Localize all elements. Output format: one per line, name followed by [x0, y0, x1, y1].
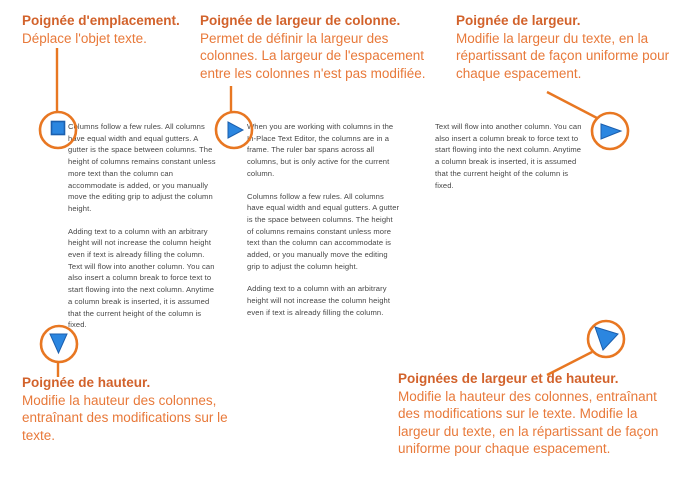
callout-width-title: Poignée de largeur. — [456, 13, 581, 28]
move-grip-icon[interactable] — [52, 122, 65, 135]
column-width-grip-icon[interactable] — [228, 122, 243, 138]
callout-height-title: Poignée de hauteur. — [22, 375, 151, 390]
callout-placement-body: Déplace l'objet texte. — [22, 30, 147, 46]
text-column-3-paragraph: Text will flow into another column. You can also insert a column break to force text to start flowing into the next column. Anytime a column break is inserted, it is assumed that the current height of the column is fixed. — [435, 122, 582, 190]
text-column-2-paragraph: Adding text to a column with an arbitrary height will not increase the column height even if text is already filling the column. — [247, 284, 391, 317]
callout-width-body: Modifie la largeur du texte, en la répartissant de façon uniforme pour chaque espacement. — [456, 30, 670, 81]
text-column-1-paragraph: Adding text to a column with an arbitrary height will not increase the column height even if text is already filling the column. Text will flow into another column. You can also insert a column break to force text to start flowing into the next column. Anytime a column break is inserted, it is assumed that the current height of the column is fixed. — [68, 226, 215, 330]
text-column-2-paragraph: When you are working with columns in the In-Place Text Editor, the columns are in a frame. The ruler bar spans across all columns, but is only active for the current column. — [247, 122, 394, 178]
height-grip-icon[interactable] — [50, 334, 67, 353]
callout-column-width-body: Permet de définir la largeur des colonnes. La largeur de l'espacement entre les colonnes n'est pas modifiée. — [200, 30, 426, 81]
callout-line-width — [547, 92, 597, 118]
callout-width-height-body: Modifie la hauteur des colonnes, entraînant des modifications sur le texte. Modifie la largeur du texte, en la répartissant de façon uniforme pour chaque espacement. — [398, 388, 659, 456]
callout-height-body: Modifie la hauteur des colonnes, entraînant des modifications sur le texte. — [22, 392, 228, 443]
callout-column-width-title: Poignée de largeur de colonne. — [200, 13, 401, 28]
callout-width-height-title: Poignées de largeur et de hauteur. — [398, 371, 619, 386]
width-grip-icon[interactable] — [601, 124, 621, 139]
callout-placement-title: Poignée d'emplacement. — [22, 13, 180, 28]
text-column-1-paragraph: Columns follow a few rules. All columns have equal width and equal gutters. A gutter is the space between columns. The height of columns remains constant unless more text than the column can accommodate is added, or you manually move the editing grip to adjust the column height. — [68, 122, 216, 213]
text-column-2-paragraph: Columns follow a few rules. All columns have equal width and equal gutters. A gutter is the space between columns. The height of columns remains constant unless more text than the column can accommodate is added, or you manually move the editing grip to adjust the column height. — [247, 191, 400, 271]
width-height-grip-icon[interactable] — [595, 327, 618, 350]
callout-line-width-height — [547, 352, 592, 375]
